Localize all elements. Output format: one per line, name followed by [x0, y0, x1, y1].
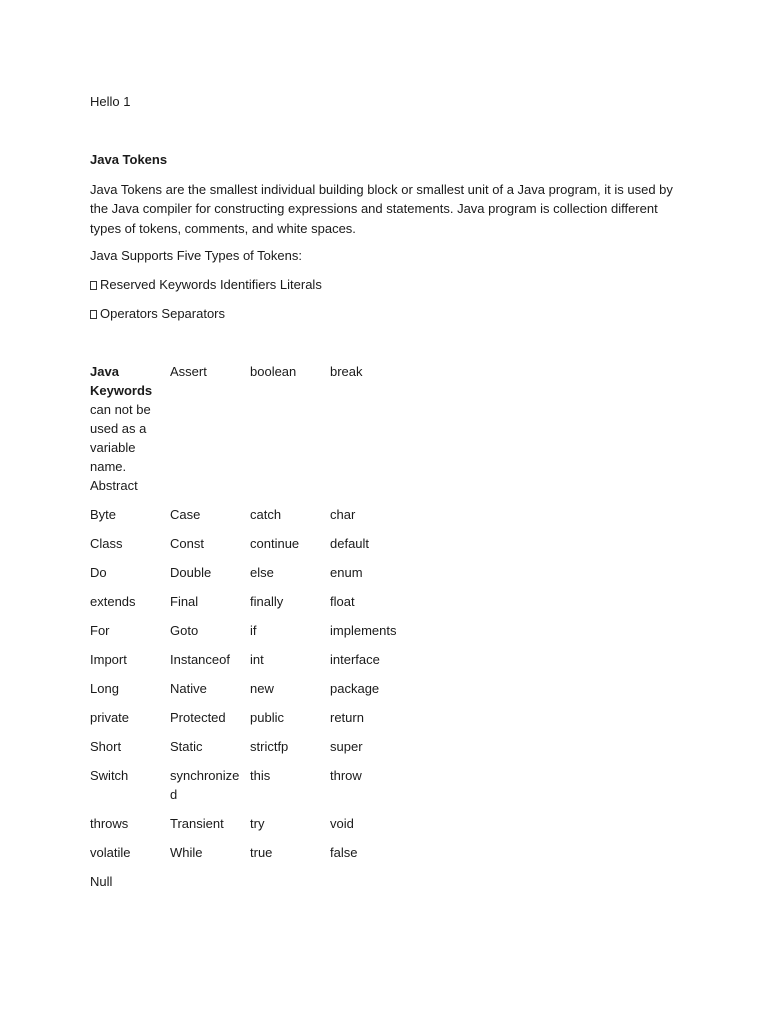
table-cell: default [330, 536, 370, 551]
table-row [90, 553, 410, 582]
table-cell: throws [90, 816, 129, 831]
missing-glyph-icon [90, 281, 97, 290]
table-cell: Null [90, 874, 113, 889]
table-cell: if [250, 623, 257, 638]
table-row [90, 669, 410, 698]
table-cell: For [90, 623, 110, 638]
table-cell: Case [170, 507, 201, 522]
table-row [90, 611, 410, 640]
table-cell: Byte [90, 507, 117, 522]
table-cell: Do [90, 565, 107, 580]
table-cell [170, 756, 250, 804]
missing-glyph-icon [90, 310, 97, 319]
table-row [90, 804, 410, 833]
table-cell: try [250, 816, 265, 831]
table-cell: finally [250, 594, 284, 609]
bullet-text: Reserved Keywords Identifiers Literals [100, 277, 322, 292]
table-cell: char [330, 507, 356, 522]
table-cell: extends [90, 594, 136, 609]
table-cell: return [330, 710, 364, 725]
table-cell: Class [90, 536, 123, 551]
table-row [90, 495, 410, 524]
table-cell: enum [330, 565, 363, 580]
table-row [90, 756, 410, 804]
table-cell: Switch [90, 768, 129, 783]
intro-paragraph: Java Tokens are the smallest individual building block or smallest unit of a Java program, it is used by the Java compiler for constructing expressions and statements. Java program is collection different types of tokens, comments, and white spaces. [90, 182, 673, 236]
table-cell: Assert [170, 364, 207, 379]
table-cell: Const [170, 536, 204, 551]
table-row [90, 862, 410, 891]
table-cell: Goto [170, 623, 199, 638]
table-cell: package [330, 681, 380, 696]
table-cell: void [330, 816, 354, 831]
table-cell: Final [170, 594, 199, 609]
table-cell: boolean [250, 364, 297, 379]
table-row [90, 640, 410, 669]
table-cell: int [250, 652, 264, 667]
table-cell: Protected [170, 710, 226, 725]
bullet-text: Operators Separators [100, 306, 226, 321]
table-cell: private [90, 710, 130, 725]
table-cell [330, 862, 410, 891]
table-cell: While [170, 845, 203, 860]
table-cell: Long [90, 681, 119, 696]
table-row [90, 833, 410, 862]
table-cell: else [250, 565, 274, 580]
table-row [90, 362, 410, 495]
table-cell: break [330, 364, 363, 379]
bullet-item [90, 305, 225, 323]
greeting-text: Hello 1 [90, 94, 131, 109]
table-cell: Transient [170, 816, 224, 831]
table-cell: super [330, 739, 363, 754]
table-cell: Instanceof [170, 652, 230, 667]
table-cell: true [250, 845, 273, 860]
table-first-cell-bold: Java Keywords [90, 364, 153, 398]
table-row [90, 524, 410, 553]
table-cell: Double [170, 565, 212, 580]
table-cell: Native [170, 681, 207, 696]
table-cell [90, 362, 170, 495]
section-heading: Java Tokens [90, 152, 168, 167]
table-row [90, 727, 410, 756]
table-cell: new [250, 681, 274, 696]
table-cell: float [330, 594, 355, 609]
table-cell-text: synchronized [170, 768, 240, 802]
table-cell [250, 862, 330, 891]
table-cell: Static [170, 739, 203, 754]
table-cell: volatile [90, 845, 131, 860]
keywords-table [90, 362, 410, 891]
table-cell: strictfp [250, 739, 289, 754]
table-row [90, 698, 410, 727]
table-cell: Short [90, 739, 122, 754]
table-cell: throw [330, 768, 362, 783]
table-cell: continue [250, 536, 300, 551]
table-first-cell-rest: can not be used as a variable name. Abstract [90, 402, 151, 493]
table-cell: this [250, 768, 271, 783]
bullet-item [90, 276, 322, 294]
table-cell: false [330, 845, 358, 860]
table-cell: implements [330, 623, 397, 638]
token-types-sentence: Java Supports Five Types of Tokens: [90, 248, 302, 263]
table-cell [170, 862, 250, 891]
table-cell: public [250, 710, 284, 725]
table-cell: interface [330, 652, 380, 667]
table-row [90, 582, 410, 611]
table-cell: catch [250, 507, 282, 522]
table-cell: Import [90, 652, 127, 667]
